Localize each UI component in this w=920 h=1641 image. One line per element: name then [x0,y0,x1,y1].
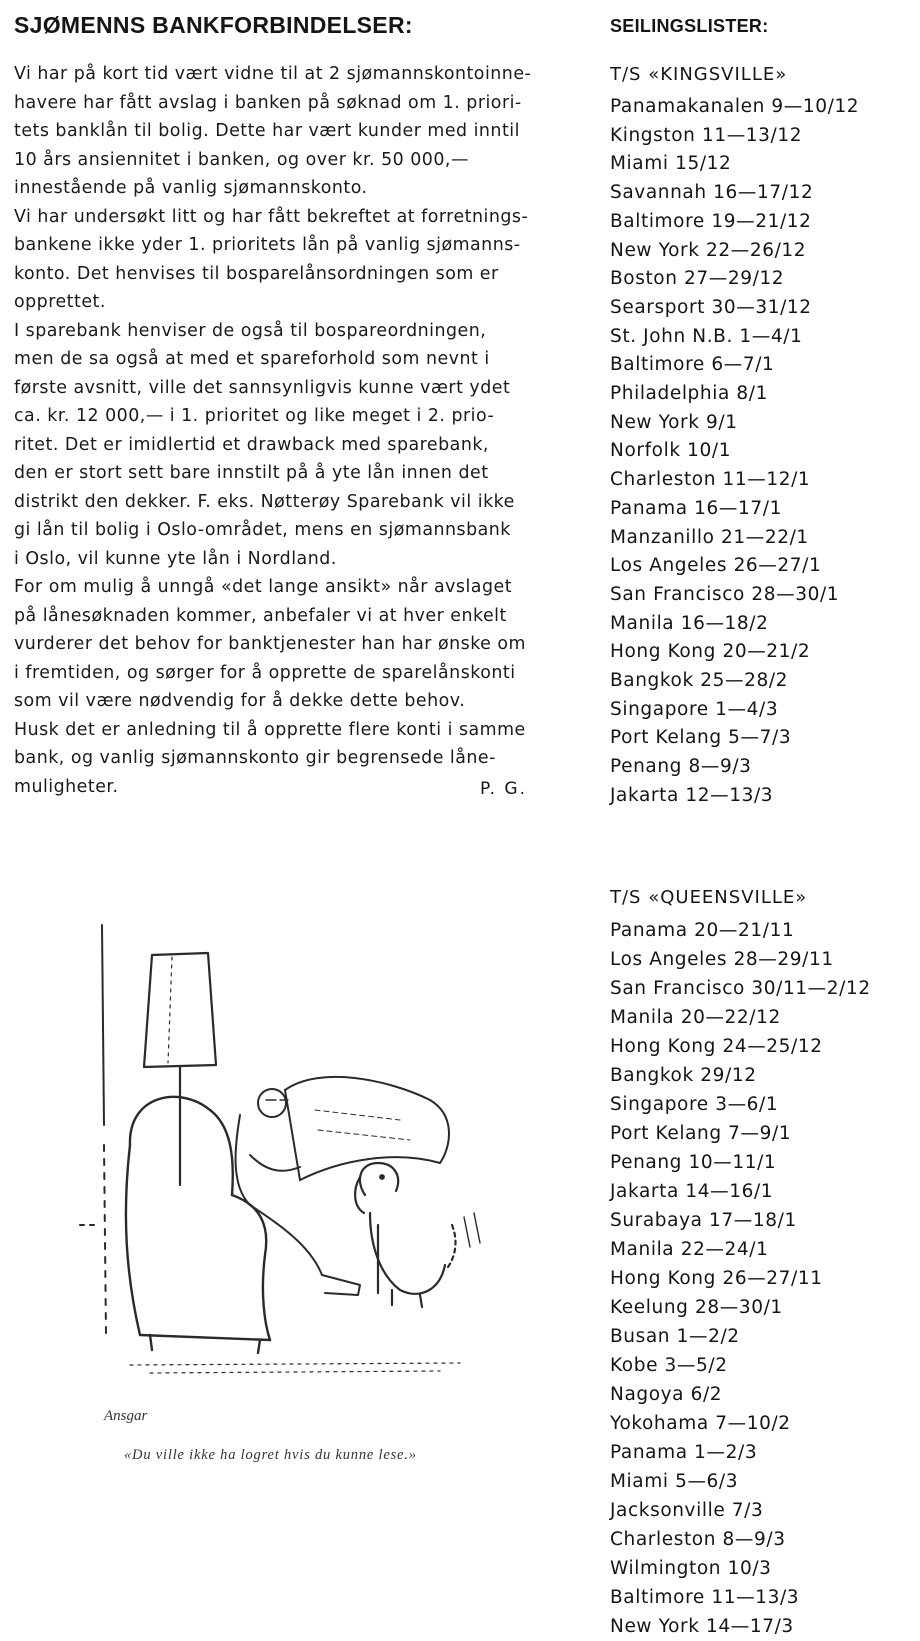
article-line: i fremtiden, og sørger for å opprette de sparelånskonti [14,662,516,683]
port-call: New York 22—26/12 [610,239,807,261]
port-call: Panamakanalen 9—10/12 [610,96,860,117]
article-line: konto. Det henvises til bosparelånsordningen som er [14,263,499,284]
port-call: Nagoya 6/2 [610,1384,723,1405]
port-call: Panama 16—17/1 [610,497,782,519]
port-call: Manila 22—24/1 [610,1239,769,1260]
port-call: Port Kelang 5—7/3 [610,727,792,749]
port-call: Kobe 3—5/2 [610,1355,728,1376]
port-call: Port Kelang 7—9/1 [610,1123,792,1144]
floor-lamp-icon [144,953,216,1185]
article-line: ca. kr. 12 000,— i 1. prioritet og like meget i 2. prio- [14,406,495,426]
port-call: Hong Kong 20—21/2 [610,641,811,663]
port-call: Penang 8—9/3 [610,756,752,778]
article-line: ritet. Det er imidlertid et drawback med sparebank, [14,434,489,455]
port-call: Singapore 3—6/1 [610,1094,779,1115]
port-call: Manzanillo 21—22/1 [610,526,809,548]
article-line: innestående på vanlig sjømannskonto. [14,178,368,198]
article-line: opprettet. [14,292,106,312]
article-line: I sparebank henviser de også til bospareordningen, [14,320,487,341]
port-call: Jakarta 14—16/1 [610,1181,774,1202]
port-call: Baltimore 19—21/12 [610,210,812,232]
article-line: den er stort sett bare innstilt på å yte lån innen det [14,463,489,483]
reading-man-icon [236,1089,360,1295]
article-line: men de sa også at med et spareforhold som nevnt i [14,349,490,369]
armchair-icon [126,1097,270,1353]
port-call: St. John N.B. 1—4/1 [610,325,803,347]
port-call: Baltimore 11—13/3 [610,1587,800,1608]
article-line: For om mulig å unngå «det lange ansikt» når avslaget [14,577,513,597]
port-call: Charleston 11—12/1 [610,469,811,491]
port-call: Singapore 1—4/3 [610,698,779,720]
article-body [14,60,574,801]
article-line: Vi har på kort tid vært vidne til at 2 sjømannskontoinne- [14,64,532,84]
article-line: i Oslo, vil kunne yte lån i Nordland. [14,548,337,569]
port-call: Manila 20—22/12 [610,1007,781,1028]
kingsville-schedule [610,64,859,811]
port-call: Searsport 30—31/12 [610,296,812,318]
ship-name: T/S «KINGSVILLE» [610,64,788,85]
sailing-lists-heading: SEILINGSLISTER: [610,16,769,36]
port-call: New York 14—17/3 [610,1616,794,1637]
port-call: Miami 15/12 [610,153,732,175]
room-lines-icon [80,925,106,1335]
article-line: bank, og vanlig sjømannskonto gir begrensede låne- [14,748,496,768]
port-call: Bangkok 25—28/2 [610,670,789,692]
port-call: Jacksonville 7/3 [610,1500,764,1521]
article-line: som vil være nødvendig for å dekke dette behov. [14,691,466,711]
port-call: Busan 1—2/2 [610,1326,740,1347]
port-call: Miami 5—6/3 [610,1471,739,1492]
port-call: Bangkok 29/12 [610,1065,757,1086]
port-call: San Francisco 30/11—2/12 [610,978,871,999]
port-call: Panama 20—21/11 [610,920,795,941]
article-line: bankene ikke yder 1. prioritets lån på vanlig sjømanns- [14,235,521,255]
port-call: Charleston 8—9/3 [610,1529,786,1550]
port-call: Philadelphia 8/1 [610,383,768,405]
port-call: Jakarta 12—13/3 [610,784,774,806]
cartoon-illustration [60,895,560,1395]
cartoon-caption: «Du ville ikke ha logret hvis du kunne lese.» [124,1447,417,1463]
article-line: på lånesøknaden kommer, anbefaler vi at hver enkelt [14,605,507,626]
article-line: tets banklån til bolig. Dette har vært kunder med inntil [14,121,520,141]
ship-name: T/S «QUEENSVILLE» [610,887,808,908]
port-call: Wilmington 10/3 [610,1558,772,1579]
port-call: Savannah 16—17/12 [610,182,814,204]
port-call: Baltimore 6—7/1 [610,354,775,376]
article-line: Husk det er anledning til å opprette flere konti i samme [14,719,526,740]
article-signature: P. G. [480,779,527,799]
article-line: havere har fått avslag i banken på søknad om 1. priori- [14,92,522,113]
port-call: Penang 10—11/1 [610,1152,777,1173]
port-list [610,916,871,1641]
floor-shading-icon [130,1363,460,1373]
article-line: 10 års ansiennitet i banken, og over kr. 50 000,— [14,149,469,170]
port-call: Yokohama 7—10/2 [610,1413,791,1434]
port-call: Los Angeles 28—29/11 [610,949,834,970]
port-call: Keelung 28—30/1 [610,1297,783,1318]
artist-signature: Ansgar [104,1408,148,1424]
article-line: Vi har undersøkt litt og har fått bekreftet at forretnings- [14,206,529,227]
port-call: Norfolk 10/1 [610,440,732,462]
queensville-schedule [610,887,871,1641]
article-line: vurderer det behov for banktjenester han har ønske om [14,634,526,654]
article-line: distrikt den dekker. F. eks. Nøtterøy Sparebank vil ikke [14,491,515,512]
port-list [610,93,859,811]
article-line: gi lån til bolig i Oslo-området, mens en sjømannsbank [14,520,511,540]
port-call: Surabaya 17—18/1 [610,1210,797,1231]
article-heading: SJØMENNS BANKFORBINDELSER: [14,12,413,38]
port-call: Manila 16—18/2 [610,612,769,634]
port-call: Los Angeles 26—27/1 [610,555,822,577]
port-call: Boston 27—29/12 [610,268,785,290]
article-line: muligheter. [14,776,119,797]
port-call: Hong Kong 24—25/12 [610,1036,823,1057]
port-call: Panama 1—2/3 [610,1442,758,1463]
port-call: San Francisco 28—30/1 [610,583,840,605]
port-call: Hong Kong 26—27/11 [610,1268,823,1289]
dog-icon [355,1163,480,1307]
port-call: New York 9/1 [610,411,738,433]
article-line: første avsnitt, ville det sannsynligvis kunne vært ydet [14,377,511,398]
port-call: Kingston 11—13/12 [610,124,803,146]
